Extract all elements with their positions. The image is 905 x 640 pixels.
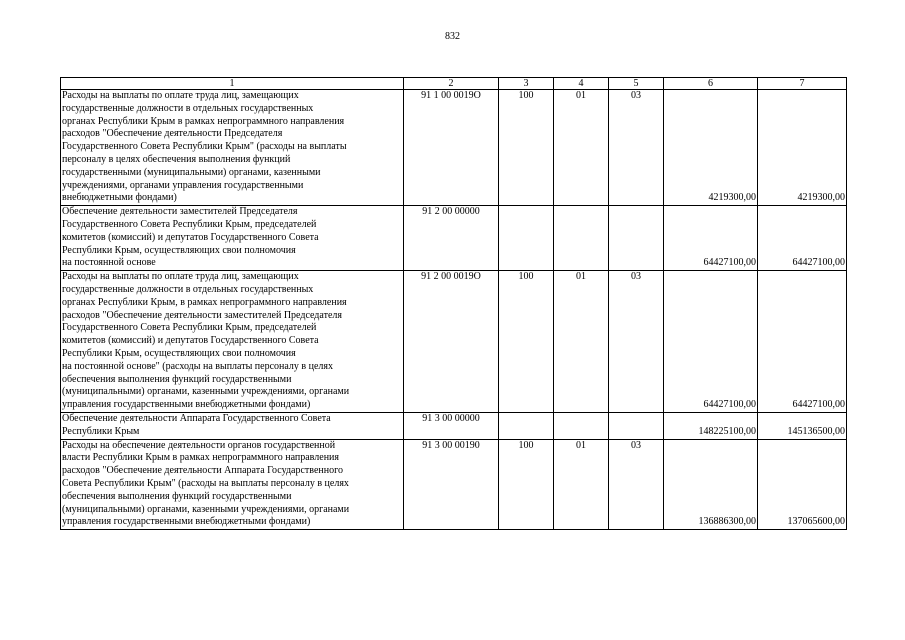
page-number: 832 bbox=[445, 31, 460, 42]
row-col5 bbox=[609, 206, 664, 271]
header-cell: 3 bbox=[499, 78, 554, 90]
row-description: Обеспечение деятельности заместителей Председателя Государственного Совета Республики Крым, председателей комитетов (комиссий) и депутатов Государственного Совета Республики Крым, осуществляющих свои полномочия на постоянной основе bbox=[61, 206, 404, 271]
row-col3 bbox=[499, 412, 554, 439]
row-col7-amount: 4219300,00 bbox=[758, 90, 847, 206]
row-col7-amount: 145136500,00 bbox=[758, 412, 847, 439]
header-cell: 6 bbox=[664, 78, 758, 90]
row-col4: 01 bbox=[554, 271, 609, 413]
table-row bbox=[61, 90, 847, 206]
row-code: 91 2 00 0019О bbox=[404, 271, 499, 413]
header-cell: 1 bbox=[61, 78, 404, 90]
row-code: 91 1 00 0019О bbox=[404, 90, 499, 206]
row-col3 bbox=[499, 206, 554, 271]
row-col3: 100 bbox=[499, 271, 554, 413]
row-code: 91 3 00 00000 bbox=[404, 412, 499, 439]
table-row bbox=[61, 439, 847, 530]
row-description: Обеспечение деятельности Аппарата Государственного Совета Республики Крым bbox=[61, 412, 404, 439]
row-col5: 03 bbox=[609, 271, 664, 413]
row-description: Расходы на выплаты по оплате труда лиц, замещающих государственные должности в отдельных государственных органах Республики Крым, в рамках непрограммного направления расходов "Обеспечение деятельности заместителей Председателя Государственного Совета Республики Крым, председателей комитетов (комиссий) и депутатов Государственного Совета Республики Крым, осуществляющих свои полномочия на постоянной основе" (расходы на выплаты персоналу в целях обеспечения выполнения функций государственными (муниципальными) органами, казенными учреждениями, органами управления государственными внебюджетными фондами) bbox=[61, 271, 404, 413]
row-col5 bbox=[609, 412, 664, 439]
row-code: 91 3 00 00190 bbox=[404, 439, 499, 530]
row-code: 91 2 00 00000 bbox=[404, 206, 499, 271]
row-col6-amount: 148225100,00 bbox=[664, 412, 758, 439]
budget-table bbox=[60, 77, 847, 530]
row-description: Расходы на выплаты по оплате труда лиц, замещающих государственные должности в отдельных государственных органах Республики Крым в рамках непрограммного направления расходов "Обеспечение деятельности Председателя Государственного Совета Республики Крым" (расходы на выплаты персоналу в целях обеспечения выполнения функций государственными (муниципальными) органами, казенными учреждениями, органами управления государственными внебюджетными фондами) bbox=[61, 90, 404, 206]
header-cell: 5 bbox=[609, 78, 664, 90]
row-col5: 03 bbox=[609, 90, 664, 206]
row-col4: 01 bbox=[554, 439, 609, 530]
row-col7-amount: 137065600,00 bbox=[758, 439, 847, 530]
row-col4 bbox=[554, 206, 609, 271]
row-col6-amount: 4219300,00 bbox=[664, 90, 758, 206]
row-col7-amount: 64427100,00 bbox=[758, 271, 847, 413]
row-col6-amount: 64427100,00 bbox=[664, 206, 758, 271]
row-col6-amount: 136886300,00 bbox=[664, 439, 758, 530]
header-cell: 7 bbox=[758, 78, 847, 90]
row-col7-amount: 64427100,00 bbox=[758, 206, 847, 271]
row-col5: 03 bbox=[609, 439, 664, 530]
row-col3: 100 bbox=[499, 439, 554, 530]
table-row bbox=[61, 412, 847, 439]
table-header-row bbox=[61, 78, 847, 90]
header-cell: 4 bbox=[554, 78, 609, 90]
row-col4 bbox=[554, 412, 609, 439]
row-col6-amount: 64427100,00 bbox=[664, 271, 758, 413]
row-col3: 100 bbox=[499, 90, 554, 206]
table-row bbox=[61, 271, 847, 413]
row-col4: 01 bbox=[554, 90, 609, 206]
row-description: Расходы на обеспечение деятельности органов государственной власти Республики Крым в рамках непрограммного направления расходов "Обеспечение деятельности Аппарата Государственного Совета Республики Крым" (расходы на выплаты персоналу в целях обеспечения выполнения функций государственными (муниципальными) органами, казенными учреждениями, органами управления государственными внебюджетными фондами) bbox=[61, 439, 404, 530]
table-row bbox=[61, 206, 847, 271]
header-cell: 2 bbox=[404, 78, 499, 90]
